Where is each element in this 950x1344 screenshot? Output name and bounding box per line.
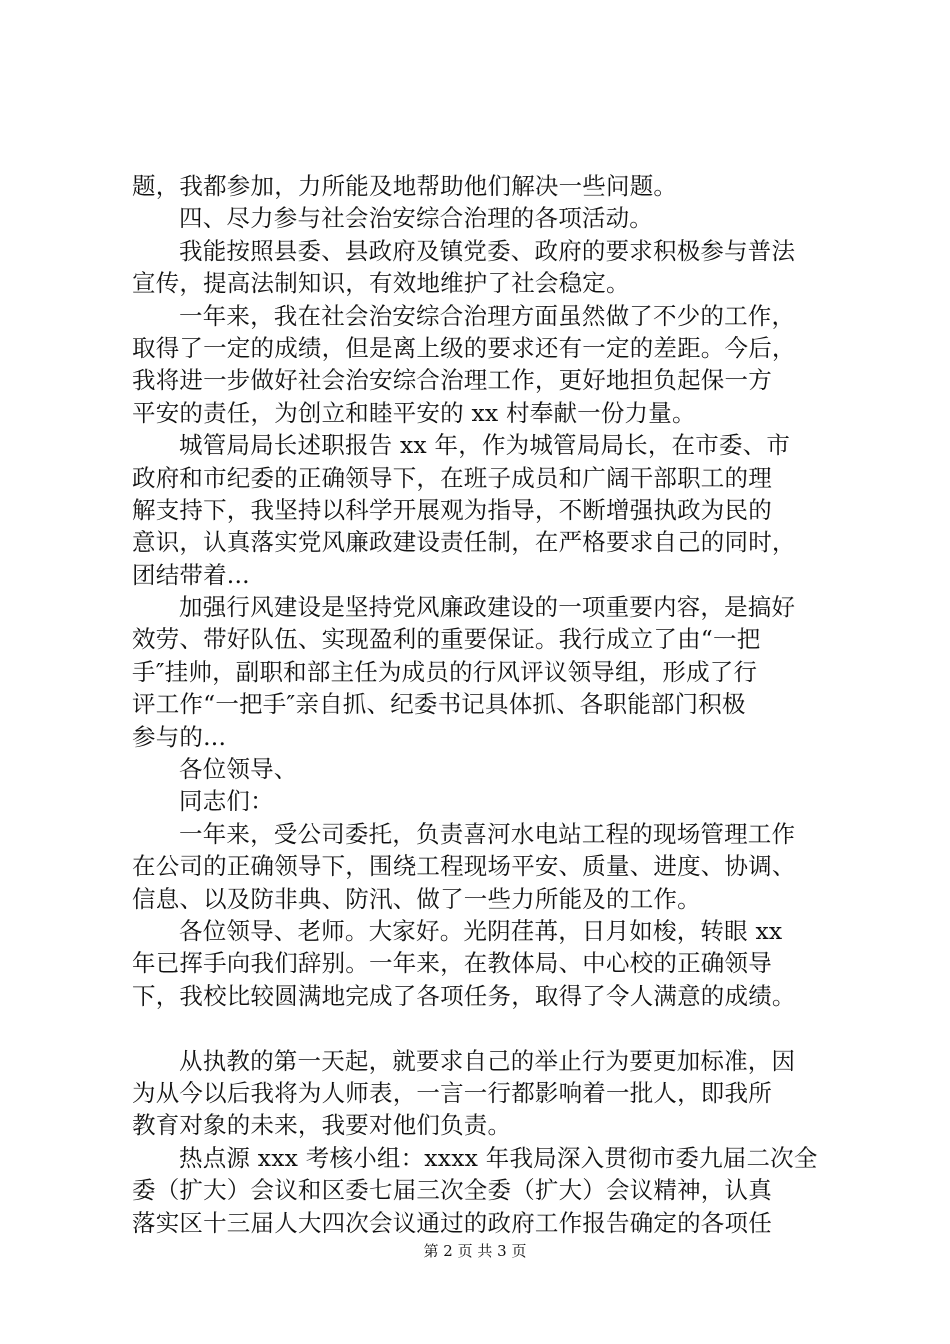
section-heading: 四、尽力参与社会治安综合治理的各项活动。 — [179, 204, 653, 233]
text-line: 一年来，我在社会治安综合治理方面虽然做了不少的工作， — [179, 301, 796, 330]
salutation-line: 各位领导、 — [179, 755, 298, 784]
text-line: 题，我都参加，力所能及地帮助他们解决一些问题。 — [132, 172, 678, 200]
text-line: 我将进一步做好社会治安综合治理工作，更好地担负起保一方 — [132, 366, 772, 395]
text-line: 手″挂帅，副职和部主任为成员的行风评议领导组，形成了行 — [132, 657, 758, 686]
text-line: 热点源 xxx 考核小组：xxxx 年我局深入贯彻市委九届二次全 — [179, 1143, 818, 1172]
text-line: 为从今以后我将为人师表，一言一行都影响着一批人，即我所 — [132, 1078, 772, 1107]
text-line: 评工作“一把手″亲自抓、纪委书记具体抓、各职能部门积极 — [132, 690, 746, 719]
text-line: 解支持下，我坚持以科学开展观为指导，不断增强执政为民的 — [132, 495, 772, 524]
paragraph-gap — [132, 1012, 852, 1044]
text-line: 各位领导、老师。大家好。光阴荏苒，日月如梭，转眼 xx — [179, 916, 783, 945]
text-line: 教育对象的未来，我要对他们负责。 — [132, 1111, 512, 1140]
text-line: 在公司的正确领导下，围绕工程现场平安、质量、进度、协调、 — [132, 852, 796, 881]
text-line: 信息、以及防非典、防汛、做了一些力所能及的工作。 — [132, 884, 701, 913]
text-line: 我能按照县委、县政府及镇党委、政府的要求积极参与普法 — [179, 236, 796, 265]
text-line: 落实区十三届人大四次会议通过的政府工作报告确定的各项任 — [132, 1208, 772, 1237]
salutation-line: 同志们： — [179, 787, 274, 816]
text-line: 效劳、带好队伍、实现盈利的重要保证。我行成立了由“一把 — [132, 625, 761, 654]
text-line: 城管局局长述职报告 xx 年，作为城管局局长，在市委、市 — [179, 431, 791, 460]
text-line: 意识，认真落实党风廉政建设责任制，在严格要求自己的同时， — [132, 528, 796, 557]
text-line: 平安的责任，为创立和睦平安的 xx 村奉献一份力量。 — [132, 398, 696, 427]
text-line: 年已挥手向我们辞别。一年来，在教体局、中心校的正确领导 — [132, 949, 772, 978]
text-line: 团结带着... — [132, 560, 250, 589]
page-number-footer: 第 2 页 共 3 页 — [423, 1242, 527, 1260]
text-line: 参与的... — [132, 722, 227, 751]
text-line: 下，我校比较圆满地完成了各项任务，取得了令人满意的成绩。 — [132, 981, 796, 1010]
text-line: 一年来，受公司委托，负责喜河水电站工程的现场管理工作 — [179, 819, 796, 848]
text-line: 从执教的第一天起，就要求自己的举止行为要更加标准，因 — [179, 1046, 796, 1075]
text-line: 委（扩大）会议和区委七届三次全委（扩大）会议精神，认真 — [132, 1176, 772, 1205]
text-line: 取得了一定的成绩，但是离上级的要求还有一定的差距。今后， — [132, 333, 796, 362]
document-body — [132, 170, 852, 1239]
text-line: 政府和市纪委的正确领导下，在班子成员和广阔干部职工的理 — [132, 463, 772, 492]
text-line: 加强行风建设是坚持党风廉政建设的一项重要内容，是搞好 — [179, 593, 796, 622]
text-line: 宣传，提高法制知识，有效地维护了社会稳定。 — [132, 269, 630, 298]
